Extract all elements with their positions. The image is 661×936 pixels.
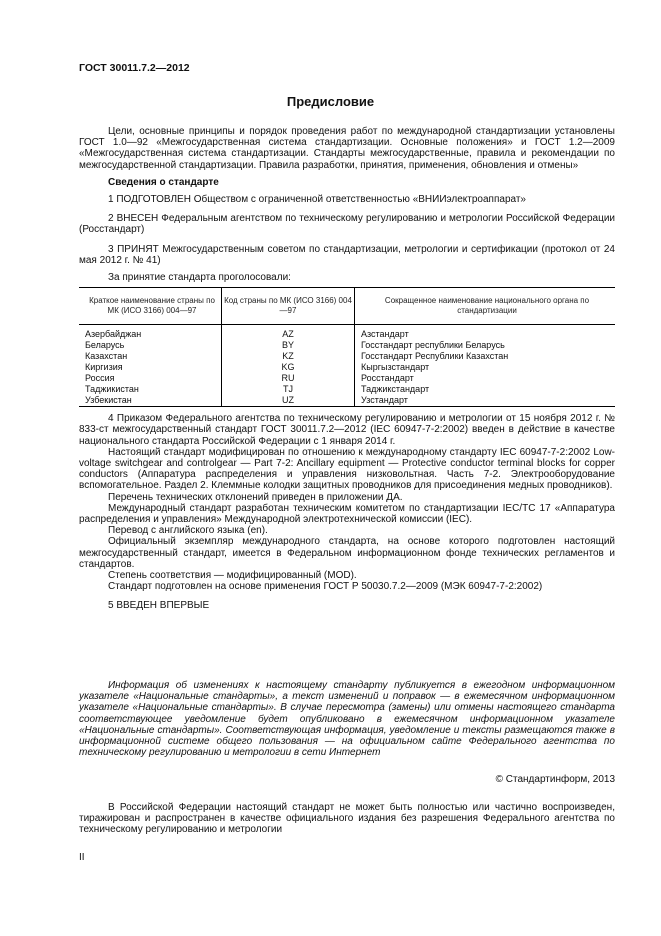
voted-label: За принятие стандарта проголосовали: (108, 272, 291, 284)
item-3: 3 ПРИНЯТ Межгосударственным советом по стандартизации, метрологии и сертификации (протокол от 24 мая 2012 г. № 41) (79, 243, 615, 266)
country-name: Азербайджан (85, 329, 142, 340)
table-header-row (79, 288, 615, 325)
standards-body: Кыргызстандарт (361, 362, 430, 373)
item-5: 5 ВВЕДЕН ВПЕРВЫЕ (108, 600, 210, 612)
country-name: Таджикистан (85, 384, 139, 395)
voting-countries-table (79, 287, 615, 407)
country-name: Беларусь (85, 340, 125, 351)
intro-paragraph: Цели, основные принципы и порядок проведения работ по международной стандартизации установлены ГОСТ 1.0—92 «Межгосударственная система стандартизации. Основные положения» и ГОСТ 1.2—2009 «Межгосударственная система стандартизации. Стандарты межгосударственные, правила и рекомендации по межгосударственной стандартизации. Правила разработки, принятия, применения, обновления и отмены» (79, 126, 615, 171)
table-row (79, 384, 615, 395)
standards-body: Госстандарт Республики Казахстан (361, 351, 509, 362)
country-code: KG (222, 362, 355, 373)
item-4-official-copy: Официальный экземпляр международного стандарта, на основе которого подготовлен настоящий межгосударственный стандарт, имеется в Федеральном информационном фонде технических регламентов и стандартов. (79, 536, 615, 570)
item-4-committee: Международный стандарт разработан техническим комитетом по стандартизации IEC/TC 17 «Аппаратура распределения и управления» Международной электротехнической комиссии (IEC). (79, 502, 615, 526)
country-code: TJ (222, 384, 355, 395)
table-row (79, 395, 615, 407)
standards-body: Росстандарт (361, 373, 414, 384)
standards-body: Узстандарт (355, 395, 616, 407)
standards-body: Азстандарт (361, 329, 409, 340)
country-name: Россия (85, 373, 115, 384)
table-row (79, 362, 615, 373)
preface-body (79, 126, 615, 612)
table-row (79, 351, 615, 362)
copyright-line: © Стандартинформ, 2013 (495, 774, 615, 786)
item-4-order: 4 Приказом Федерального агентства по техническому регулированию и метрологии от 15 ноября 2012 г. № 833-ст межгосударственный стандарт ГОСТ 30011.7.2—2012 (IEC 60947-7-2:2002) введен в действие в качестве национального стандарта Российской Федерации с 1 января 2014 г. (79, 413, 615, 447)
header-country: Краткое наименование страны по МК (ИСО 3166) 004—97 (79, 288, 222, 325)
country-code: RU (222, 373, 355, 384)
item-4-basis: Стандарт подготовлен на основе применения ГОСТ Р 50030.7.2—2009 (МЭК 60947-7-2:2002) (108, 581, 543, 593)
table-row (79, 373, 615, 384)
item-1: 1 ПОДГОТОВЛЕН Обществом с ограниченной ответственностью «ВНИИэлектроаппарат» (108, 194, 526, 206)
standards-body: Госстандарт республики Беларусь (361, 340, 505, 351)
item-2: 2 ВНЕСЕН Федеральным агентством по техническому регулированию и метрологии Российской Федерации (Росстандарт) (79, 213, 615, 236)
document-id: ГОСТ 30011.7.2—2012 (79, 62, 190, 74)
page-title: Предисловие (286, 94, 375, 109)
country-code: BY (222, 340, 355, 351)
country-code: KZ (222, 351, 355, 362)
change-notice-block (79, 680, 615, 835)
country-name: Узбекистан (79, 395, 222, 407)
item-4-deviations: Перечень технических отклонений приведен в приложении ДА. (108, 491, 403, 503)
change-notice: Информация об изменениях к настоящему стандарту публикуется в ежегодном информационном указателе «Национальные стандарты», а текст изменений и поправок — в ежемесячном информационном указателе «Национальные стандарты». В случае пересмотра (замены) или отмены настоящего стандарта соответствующее уведомление будет опубликовано в ежемесячном информационном указателе «Национальные стандарты». Соответствующая информация, уведомление и тексты размещаются также в информационной системе общего пользования — на официальном сайте Федерального агентства по техническому регулированию и метрологии в сети Интернет (79, 680, 615, 759)
item-4-translation: Перевод с английского языка (en). (108, 525, 268, 537)
standards-body: Таджикстандарт (361, 384, 430, 395)
header-body: Сокращенное наименование национального органа по стандартизации (355, 288, 616, 325)
page-number: II (79, 852, 85, 863)
country-code: UZ (222, 395, 355, 407)
country-name: Киргизия (85, 362, 123, 373)
country-name: Казахстан (85, 351, 128, 362)
country-code: AZ (222, 325, 355, 341)
reproduction-restriction: В Российской Федерации настоящий стандарт не может быть полностью или частично воспроизведен, тиражирован и распространен в качестве официального издания без разрешения Федерального агентства по техническому регулированию и метрологии (79, 801, 615, 836)
table-row (79, 325, 615, 341)
item-4-modification: Настоящий стандарт модифицирован по отношению к международному стандарту IEC 60947-7-2:2002 Low-voltage switchgear and controlgear — Part 7-2: Ancillary equipment — Protective conductor terminal blocks for copper conductors (Аппаратура распределения и управления низковольтная. Часть 7-2. Электрооборудование вспомогательное. Раздел 2. Клеммные колодки защитных проводников для присоединения медных проводников). (79, 446, 615, 492)
info-heading: Сведения о стандарте (108, 176, 219, 188)
table-row (79, 340, 615, 351)
header-code: Код страны по МК (ИСО 3166) 004—97 (222, 288, 355, 325)
item-4-conformity: Степень соответствия — модифицированный (MOD). (108, 570, 357, 582)
